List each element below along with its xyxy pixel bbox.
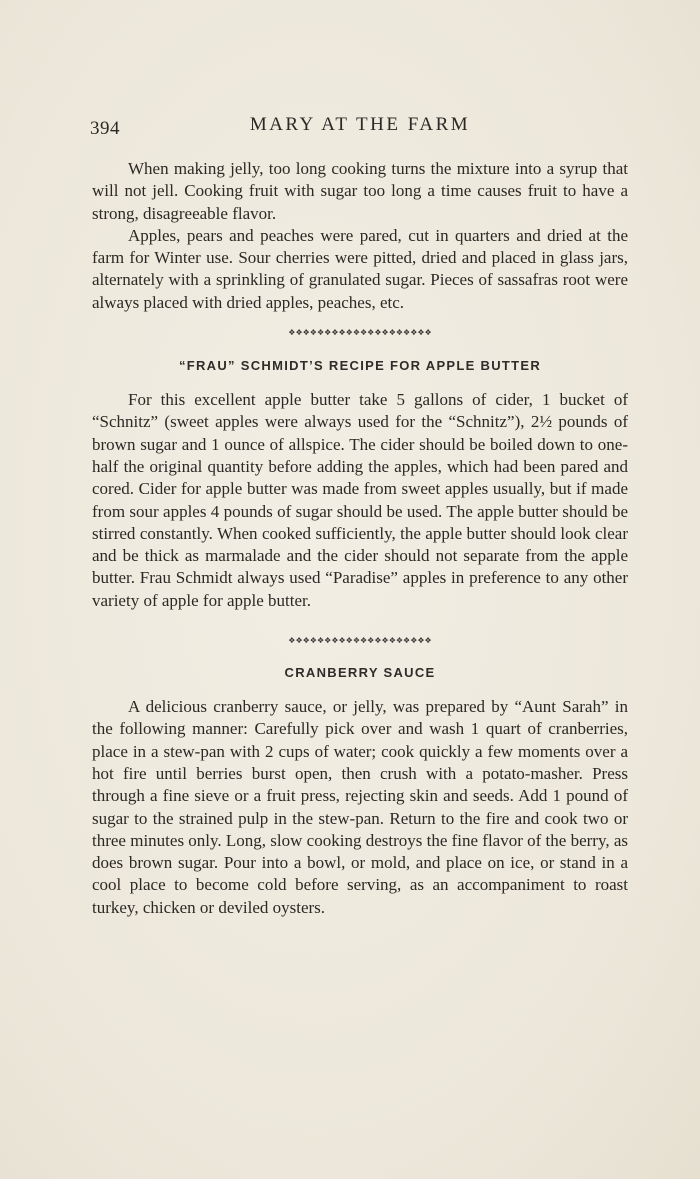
section-heading-cranberry-sauce: CRANBERRY SAUCE (284, 665, 436, 681)
ornament-divider: ❖❖❖❖❖❖❖❖❖❖❖❖❖❖❖❖❖❖❖❖ (288, 328, 432, 338)
ornament-divider: ❖❖❖❖❖❖❖❖❖❖❖❖❖❖❖❖❖❖❖❖ (288, 636, 432, 646)
running-header (90, 114, 630, 142)
paragraph-jelly: When making jelly, too long cooking turns the mixture into a syrup that will not jell. Cooking fruit with sugar too long a time causes fruit to have a strong, disagreeable flavor. (92, 159, 628, 223)
paragraph-dried-fruit: Apples, pears and peaches were pared, cut in quarters and dried at the farm for Winter use. Sour cherries were pitted, dried and placed in glass jars, alternately with a sprinkling of granulated sugar. Pieces of sassafras root were always placed with dried apples, peaches, etc. (92, 225, 628, 312)
page-body (92, 158, 628, 919)
page-number: 394 (90, 118, 120, 139)
running-title: MARY AT THE FARM (249, 114, 471, 135)
paragraph-apple-butter: For this excellent apple butter take 5 gallons of cider, 1 bucket of “Schnitz” (sweet apples were always used for the “Schnitz”), 2½ pounds of brown sugar and 1 ounce of allspice. The cider should be boiled down to one-half the original quantity before adding the apples, which had been pared and cored. Cider for apple butter was made from sweet apples usually, but if made from sour apples 4 pounds of sugar should be used. The apple butter should be stirred constantly. When cooked sufficiently, the apple butter should look clear and be thick as marmalade and the cider should not separate from the apple butter. Frau Schmidt always used “Paradise” apples in preference to any other variety of apple for apple butter. (92, 390, 628, 610)
paragraph-cranberry-sauce: A delicious cranberry sauce, or jelly, was prepared by “Aunt Sarah” in the following manner: Carefully pick over and wash 1 quart of cranberries, place in a stew-pan with 2 cups of water; cook quickly a few moments over a hot fire until berries burst open, then crush with a potato-masher. Press through a fine sieve or a fruit press, rejecting skin and seeds. Add 1 pound of sugar to the strained pulp in the stew-pan. Return to the fire and cook two or three minutes only. Long, slow cooking destroys the fine flavor of the berry, as does brown sugar. Pour into a bowl, or mold, and place on ice, or stand in a cool place to become cold before serving, as an accompaniment to roast turkey, chicken or deviled oysters. (92, 697, 628, 917)
section-heading-apple-butter: “FRAU” SCHMIDT’S RECIPE FOR APPLE BUTTER (178, 358, 542, 374)
